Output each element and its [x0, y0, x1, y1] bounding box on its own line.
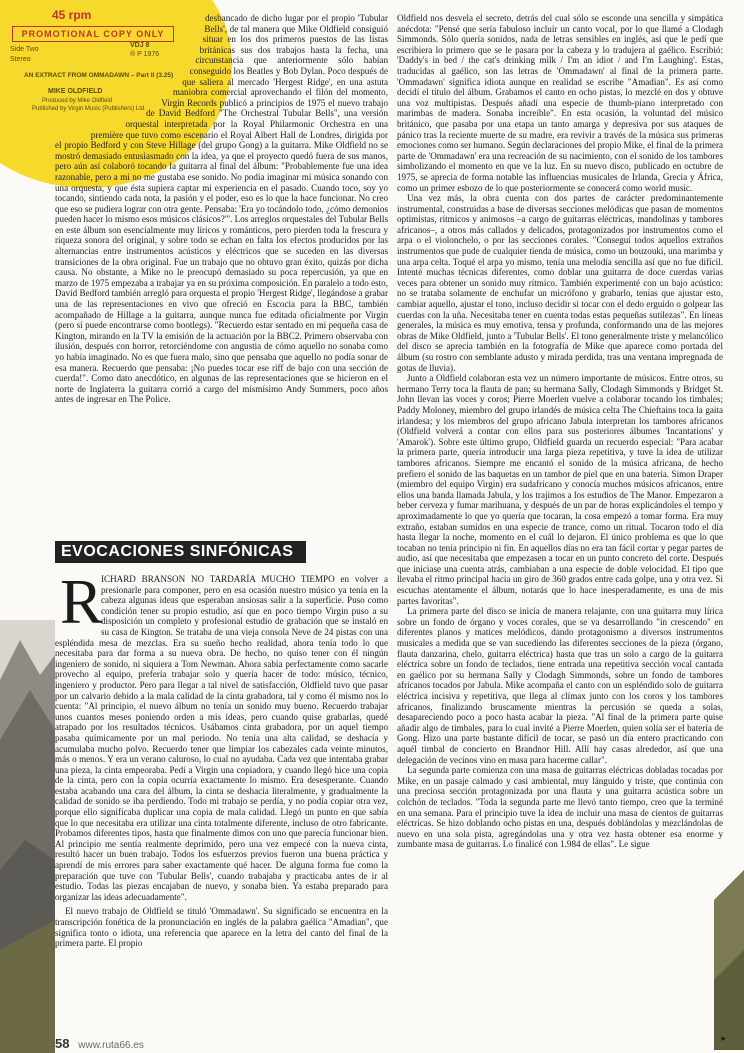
side-text: Side Two	[10, 46, 39, 53]
promo-copy-text: PROMOTIONAL COPY ONLY	[12, 26, 174, 42]
page-footer	[55, 1036, 144, 1051]
paragraph: Junto a Oldfield colaboran esta vez un número importante de músicos. Entre otros, su hermano Terry toca la flauta de pan; su hermana Sally, Clodagh Simmonds y Bridget St. John llevan las voces y coros; Pierre Moerlen vuelve a colaborar tocando los timbales; Paddy Moloney, miembro del grupo irlandés de música celta The Chieftains toca la gaita irlandesa; y los miembros del grupo africano Jabula interpretan los tambores africanos (Oldfield volverá a contar con ellos para sus posteriores álbumes 'Incantations' y 'Amarok'). Sobre este último grupo, Oldfield guarda un recuerdo especial: "Para acabar la primera parte, quería introducir una larga pieza repetitiva, y tuve la idea de utilizar tambores africanos. Siempre me encantó el sonido de la música africana, de hecho prefiero el sonido de las baquetas en un tambor de piel que en una batería. Simon Draper (miembro del equipo Virgin) era sudafricano y conocía muchos músicos africanos, entre ellos una banda llamada Jabula, y los trajimos a los estudios de The Manor. Empezaron a beber cerveza y fumar marihuana, y después de un par de horas explicándoles el tempo y aproximadamente lo que yo quería que tocaran, la cosa empezó a tomar forma. Era muy extraño, estaban sumidos en una especie de trance, como un ritual. Tocaron todo el día hasta llegar la noche, momento en el cuál lo dejaron. El único problema es que lo que tocaban no tenía principio ni fin. En aquellos días no era tan fácil cortar y pegar partes de audio, así que necesitaba que empezasen a tocar en un punto concreto del corte. Después que iniciase una cuenta atrás, cambiaban a una especie de doble velocidad. El tipo que llevaba el ritmo principal hacia un giro de 360 grados entre cada golpe, una y otra vez. Si escuchas atentamente el álbum, notarás que lo hace inesperadamente, es una de mis partes favoritas".	[397, 373, 723, 606]
record-credit-1: Produced by Mike Oldfield	[42, 98, 113, 104]
paragraph: La segunda parte comienza con una masa de guitarras eléctricas dobladas tocadas por Mike, en un pasaje calmado y casi ambiental, muy lánguido y triste, que continúa con una preciosa sección protagonizada por una flauta y una guitarra acústica sobre un colchón de teclados. "Toda la segunda parte me llevó tanto tiempo, creo que la terminé en una semana. Para el principio tuve la idea de incluir una masa de cientos de guitarras eléctricas. Se hizo doblando ocho pistas en una, después doblándolas y mezclándolas de nuevo en una sola pista, agregándolas una y otra vez hasta obtener esa enorme y zumbante masa de guitarras. Lo finalicé con 1.984 de ellas". Le sigue	[397, 765, 723, 850]
paragraph: desbancado de dicho lugar por el propio 'Tubular Bells', de tal manera que Mike Oldfield consiguió situar en los dos primeros puestos de las listas británicas sus dos trabajos hasta la fecha, una circunstancia que anteriormente sólo habían conseguido los Beatles y Bob Dylan. Poco después de que saliera al mercado 'Hergest Ridge', en una astuta maniobra comercial aprovechando el filón del momento, Virgin Records publicó a principios de 1975 el nuevo trabajo de David Bedford "The Orchestral Tubular Bells", una versión orquestal interpretada por la Royal Philarmonic Orchestra en una première que tuvo como escenario el Royal Albert Hall de Londres, dirigida por el propio Bedford y con Steve Hillage (del grupo Gong) a la guitarra. Mike Oldfield no se mostró demasiado entusiasmado con la idea, ya que el proyecto quedó fuera de sus manos, pero aún así colaboró tocando la guitarra al final del álbum: "Probablemente fue una idea razonable, pero a mi no me gustaba ese sonido. No podía imaginar mi música sonando con una orquesta, y que ésta supiera captar mi experiencia en el pasado. Cuando toco, soy yo tocando, sintiendo cada nota, la pasión y el poder, eso es lo que la hace funcionar. No creo que eso se pudiera lograr con otra gente. Pensaba: 'Era yo tocándolo todo, ¿cómo demonios pueden hacer lo mismo esos músicos clásicos?'". Los arreglos orquestales del Tubular Bells en este álbum son esencialmente muy líricos y románticos, pero pierden toda la frescura y riqueza sonora del original, y sobre todo se echan en falta los efectos producidos por las alternancias entre instrumentos acústicos y eléctricos que se suceden en las diversas transiciones de la obra original. Fue un trabajo que no obtuvo gran éxito, quizás por dicha causa. No obstante, a Mike no le preocupó demasiado su poca repercusión, ya que en marzo de 1975 empezaba a trabajar ya en su próxima composición. En paralelo a todo esto, David Bedford también arregló para orquesta el propio 'Hergest Ridge', llegándose a grabar una de las representaciones en vivo que ofreció en Escocia para la BBC, también acompañado de Hillage a la guitarra, aunque nunca fue editada oficialmente por Virgin (pero sí puede encontrarse como bootlegs). "Recuerdo estar sentado en mi pequeña casa de Kington, mirando en la TV la emisión de la actuación por la BBC2. Primero observaba con ilusión, después con horror, retorciéndome con angustia de cómo aquello no sonaba como yo había imaginado. No es que fuera malo, sino que pensaba que aquello no podía sonar de esa manera. Recuerdo que pensaba: ¡No puedes tocar ese riff de bajo con una sección de cuerda!". Como dato anecdótico, en algunas de las representaciones que se hicieron en el norte de Inglaterra la guitarra corrió a cargo del mismísimo Andy Summers, poco años antes de ingresar en The Police.	[55, 13, 388, 405]
catalog-year: ® P 1976	[130, 51, 160, 58]
section-heading: EVOCACIONES SINFÓNICAS	[55, 541, 306, 563]
drop-cap: R	[60, 566, 103, 637]
record-credit-2: Published by Virgin Music (Publishers) Ltd.	[32, 106, 146, 112]
stereo-text: Stereo	[10, 56, 31, 63]
page-number: 58	[55, 1036, 70, 1051]
mountain-scenery-left	[0, 620, 55, 1053]
paragraph: ICHARD BRANSON NO TARDARÍA MUCHO TIEMPO en volver a presionarle para componer, pero en esa ocasión nuestro músico ya tenía en la cabeza algunas ideas que esperaban ansiosas salir a la superficie. Puso como condición tener su propio estudio, así que en poco tiempo Virgin puso a su disposición un completo y profesional estudio de grabación que se instaló en su casa de Kington. Se trataba de una vieja consola Neve de 24 pistas con una espléndida mesa de mezclas. Era su sueño hecho realidad, ahora tenía todo lo que necesitaba para dar forma a su nueva obra. De hecho, no quiso tener con él ningún ingeniero de sonido, ni siquiera a Tom Newman. Ahora sabía perfectamente como sacarle provecho al equipo, prefería trabajar solo y quería hacer de todo: músico, técnico, ingeniero y productor. Pero para llegar a tal nivel de satisfacción, Oldfield tuvo que pasar por un calvario debido a la mala calidad de la cinta grabadora, tal y como él mismo nos lo cuenta: "Al principio, el nuevo álbum no tenía un sonido muy bueno. Recuerdo trabajar unos cuantos meses poniendo orden a mis ideas, pero cuando quise grabarlas, quedé atrapado por los resultados técnicos. Usábamos cinta grabadora, por un aquel tiempo pasaba químicamente por un mal periodo. No tenía una alta calidad, se deshacía y acumulaba mucho polvo. Recuerdo tener que limpiar los cabezales cada veinte minutos, más o menos. Y era un verano caluroso, lo cual no ayudaba. Cada vez que intentaba grabar una pieza, la cinta empeoraba. Pedí a Virgin una copiadora, y cuando llegó hice una copia de la cinta, pero con la copia ocurría exactamente lo mismo. Era desesperante. Cuando estaba acabando una cara del álbum, la cinta se deshacía literalmente, y gradualmente la calidad de sonido se iba perdiendo. Todo mi trabajo se perdía, y no podía copiar otra vez, porque ello significaba duplicar una copia de mala calidad. Llegó un punto en que sabía que lo que necesitaba era utilizar una cinta totalmente diferente, incluso de otro fabricante. Probamos diferentes tipos, hasta que finalmente dimos con uno que parecía funcionar bien. Al principio me sentía realmente deprimido, pero una vez empecé con la nueva cinta, resultó hacer un buen trabajo. Todos los esfuerzos previos fueron una buena práctica y aprendí de mis errores para saber exactamente qué hacer. De alguna forma fue como la preparación que tuve con 'Tubular Bells', cuando trabajaba y practicaba antes de ir al estudio. Todas las piezas encajaban de nuevo, y sonaba bien. Ya estaba preparado para organizar las ideas adecuadamente".	[55, 574, 388, 902]
paragraph: Oldfield nos desvela el secreto, detrás del cual sólo se esconde una sencilla y simpática anécdota: "Pensé que sería fabuloso incluir un canto vocal, por lo que llamé a Clodagh Simmonds. Sólo quería sonidos, nada de letras sensibles en inglés, así que le pedí que escribiera lo primero que se le pasara por la cabeza y lo tradujera al gaélico. Escribió: 'Daddy's in bed / the cat's drinking milk / I'm an idiot / and I'm Laughing'. Estas, traducidas al gaélico, son las letras de 'Ommadawn' al final de la primera parte. 'Ommadawn' significa idiota aunque en realidad se escribe "Amadian". Es así como decidí el título del álbum. Grabamos el canto en ocho pistas, lo mezclé en dos y obtuve una voz multipistas. Después añadí una especie de thumb-piano interpretado con marimbas de madera. Sonaba increíble". En esta ocasión, la voluntad del músico británico, que pasaba por una etapa un tanto amarga y depresiva por sus ataques de pánico tras la reciente muerte de su madre, era revivir a través de la música sus primeras emociones como ser humano. Según declaraciones del propio Mike, el final de la primera parte de 'Ommadawn' era una recreación de su nacimiento, con el sonido de los tambores simbolizando el momento en que ve la luz. En su nuevo disco, publicado en octubre de 1975, se aprecia de forma notable las influencias musicales de Irlanda, Grecia y África, como un primer esbozo de lo que posteriormente se conocerá como world music.	[397, 13, 723, 193]
right-column	[397, 13, 723, 1028]
left-column-bottom	[55, 574, 388, 1032]
continues-arrow: ▸	[721, 1033, 726, 1043]
record-title: AN EXTRACT FROM OMMADAWN – Part II (3.25)	[24, 72, 174, 79]
paragraph: El nuevo trabajo de Oldfield se tituló 'Ommadawn'. Su significado se encuentra en la transcripción fonética de la pronunciación en inglés de la palabra gaélica "Amadian", que significa tonto o idiota, una referencia que aparece en la letra del canto del final de la primera parte. El propio	[55, 906, 388, 949]
paragraph: La primera parte del disco se inicia de manera relajante, con una guitarra muy lírica sobre un fondo de órgano y voces corales, que se va desarrollando "in crescendo" en diferentes planos y matices melódicos, dando protagonismo a diversos instrumentos musicales a medida que se van sucediendo las diferentes secciones de la pieza (órgano, flauta danzarina, chelo, guitarra eléctrica) hasta que tras un solo a cargo de la guitarra eléctrica sobre un fondo de teclados, tiene entrada una repetitiva sección vocal cantada en gaélico por su hermana Sally y Clodagh Simmonds, sobre un fondo de tambores africanos tocados por Jabula. Mike acompaña el canto con un espléndido solo de guitarra eléctrica incisiva y repetitiva, que llega al clímax junto con los coros y los tambores africanos, finalizando bruscamente mientras la percusión se queda a solas, desapareciendo poco a poco hasta acabar la pieza. "Al final de la primera parte quise añadir algo de timbales, para lo cual invité a Pierre Moerlen, quien solía ser el batería de Gong. Hizo una parte bastante difícil de tocar, se pasó un día entero practicando con aquél timbal de concierto en Brandnor Hill. Allí hay casas alrededor, así que una delegación de vecinos vino en masa para hacerme callar".	[397, 606, 723, 765]
dropcap-wrap-spacer	[55, 574, 101, 628]
site-url[interactable]: www.ruta66.es	[78, 1040, 144, 1051]
paragraph: Una vez más, la obra cuenta con dos partes de carácter predominantemente instrumental, construidas a base de diversas secciones melódicas que pasan de momentos optimistas, rítmicos y animosos –a cargo de guitarras eléctricas, mandolinas y tambores africanos–, a otros más callados y delicados, protagonizados por instrumentos como el arpa o el violonchelo, o por las secciones corales. "Conseguí todos aquellos extraños instrumentos que pude de cualquier tienda de música, como un bouzouki, una marimba y una arpa celta. Toqué el arpa yo mismo, tenía una melodía sencilla así que no fue difícil. Intenté muchas técnicas diferentes, como doblar una guitarra de doce cuerdas varias veces para obtener un sonido muy rítmico. También experimenté con un bajo acústico: no se trataba solamente de enchufar un micrófono y grabarlo, tenías que ajustar esto, cambiar aquello, ajustar el tono, incluso decidir si tocar con el dedo erguido o golpear las cuerdas con la uña. Necesitaba tener en cuenta todas estas pequeñas sutilezas". En líneas generales, la música es muy emotiva, tensa y profunda, conformando una de las mejores obras de Mike Oldfield, junto a 'Tubular Bells'. El tono generalmente triste y melancólico del disco se aprecia también en la fotografía de Mike que aparece como portada del álbum (su rostro con semblante adusto y mirada perdida, tras una ventana impregnada de gotas de lluvia).	[397, 193, 723, 373]
record-artist: MIKE OLDFIELD	[48, 88, 103, 95]
rpm-text: 45 rpm	[52, 8, 92, 22]
left-column-top	[55, 13, 388, 533]
catalog-code: VDJ 8	[130, 42, 150, 49]
